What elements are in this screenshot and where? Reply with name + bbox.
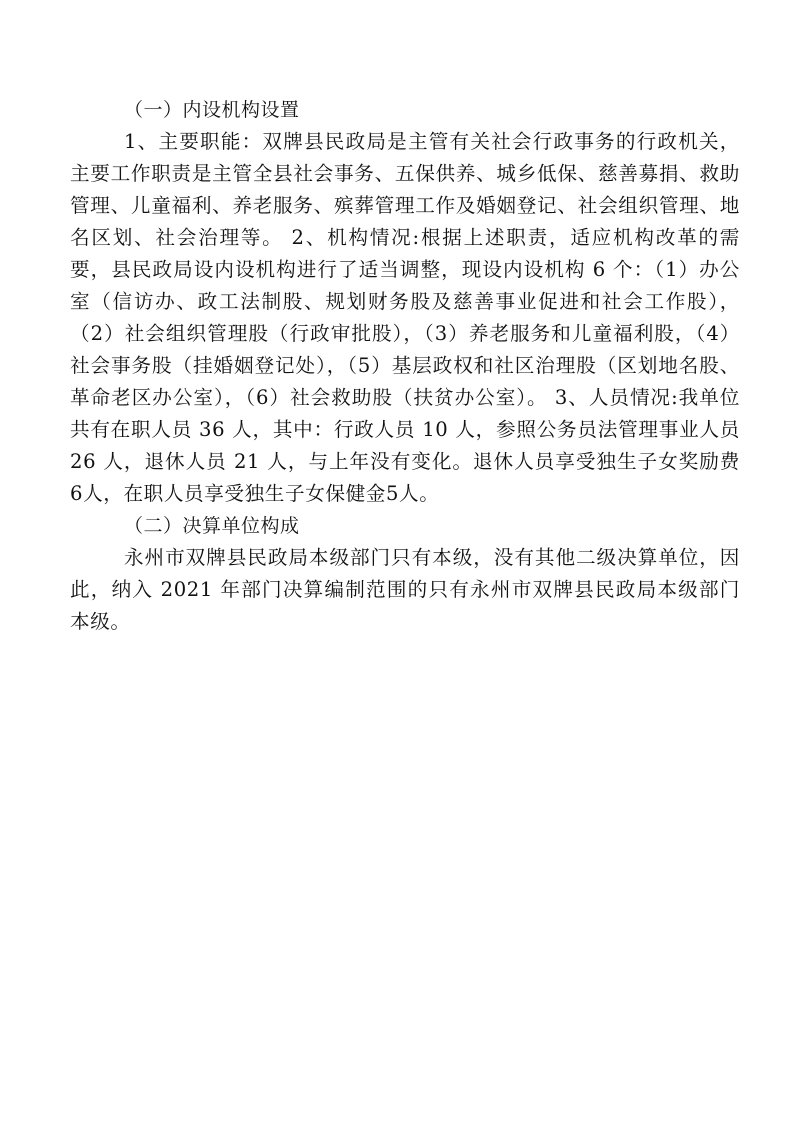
- section-heading-internal-structure: （一）内设机构设置: [124, 99, 300, 121]
- paragraph-accounting-units: 永州市双牌县民政局本级部门只有本级，没有其他二级决算单位，因此，纳入 2021 年部门决算编制范围的只有永州市双牌县民政局本级部门本级。: [70, 546, 740, 633]
- document-page: [70, 94, 740, 638]
- paragraph-internal-structure: 1、主要职能：双牌县民政局是主管有关社会行政事务的行政机关，主要工作职责是主管全县社会事务、五保供养、城乡低保、慈善募捐、救助管理、儿童福利、养老服务、殡葬管理工作及婚姻登记、社会组织管理、地名区划、社会治理等。 2、机构情况:根据上述职责，适应机构改革的需要，县民政局设内设机构进行了适当调整，现设内设机构 6 个：（1）办公室（信访办、政工法制股、规划财务股及慈善事业促进和社会工作股），（2）社会组织管理股（行政审批股），（3）养老服务和儿童福利股，（4）社会事务股（挂婚姻登记处），（5）基层政权和社区治理股（区划地名股、革命老区办公室），（6）社会救助股（扶贫办公室）。 3、人员情况:我单位共有在职人员 36 人，其中：行政人员 10 人，参照公务员法管理事业人员 26 人，退休人员 21 人，与上年没有变化。退休人员享受独生子女奖励费6人，在职人员享受独生子女保健金5人。: [70, 130, 740, 505]
- section-heading-accounting-units: （二）决算单位构成: [124, 515, 300, 537]
